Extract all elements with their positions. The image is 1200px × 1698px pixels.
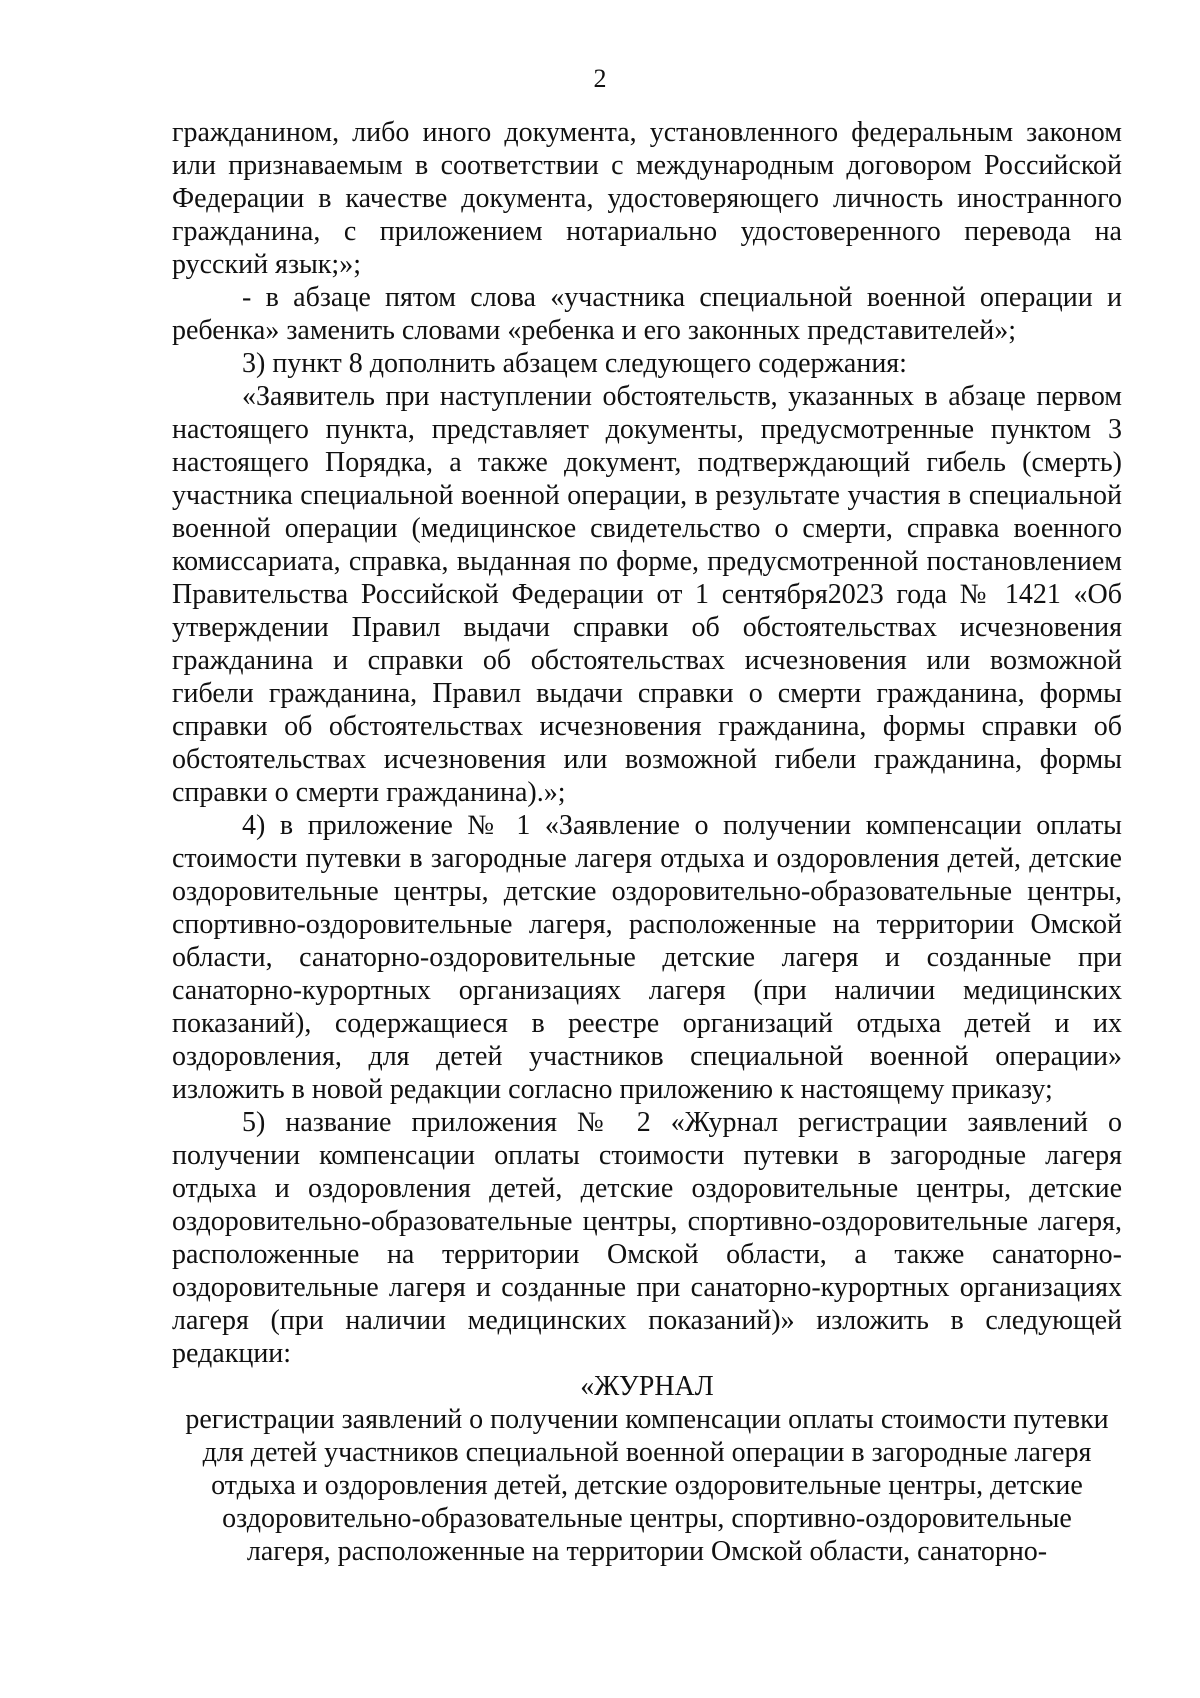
journal-subtitle-line: оздоровительно-образовательные центры, спортивно-оздоровительные [222, 1503, 1072, 1534]
document-body [172, 116, 1122, 1568]
paragraph-item-5: 5) название приложения № 2 «Журнал регистрации заявлений о получении компенсации оплаты стоимости путевки в загородные лагеря отдыха и оздоровления детей, детские оздоровительные центры, детские оздоровительно-образовательные центры, спортивно-оздоровительные лагеря, расположенные на территории Омской области, а также санаторно-оздоровительные лагеря и созданные при санаторно-курортных организациях лагеря (при наличии медицинских показаний)» изложить в следующей редакции: [172, 1107, 1122, 1369]
journal-subtitle-line: для детей участников специальной военной операции в загородные лагеря [202, 1437, 1092, 1468]
paragraph-item-4: 4) в приложение № 1 «Заявление о получении компенсации оплаты стоимости путевки в загородные лагеря отдыха и оздоровления детей, детские оздоровительные центры, детские оздоровительно-образовательные центры, спортивно-оздоровительные лагеря, расположенные на территории Омской области, санаторно-оздоровительные детские лагеря и созданные при санаторно-курортных организациях лагеря (при наличии медицинских показаний), содержащиеся в реестре организаций отдыха детей и их оздоровления, для детей участников специальной военной операции» изложить в новой редакции согласно приложению к настоящему приказу; [172, 810, 1122, 1105]
page-number: 2 [593, 64, 607, 93]
journal-subtitle-line: регистрации заявлений о получении компенсации оплаты стоимости путевки [185, 1404, 1109, 1435]
journal-subtitle [172, 1403, 1122, 1568]
journal-title: «ЖУРНАЛ [580, 1371, 714, 1402]
paragraph-amendment-fifth-clause: - в абзаце пятом слова «участника специальной военной операции и ребенка» заменить словами «ребенка и его законных представителей»; [172, 282, 1122, 346]
paragraph-item-3: 3) пункт 8 дополнить абзацем следующего содержания: [242, 348, 907, 379]
paragraph-applicant-documents: «Заявитель при наступлении обстоятельств, указанных в абзаце первом настоящего пункта, представляет документы, предусмотренные пунктом 3 настоящего Порядка, а также документ, подтверждающий гибель (смерть) участника специальной военной операции, в результате участия в специальной военной операции (медицинское свидетельство о смерти, справка военного комиссариата, справка, выданная по форме, предусмотренной постановлением Правительства Российской Федерации от 1 сентября2023 года № 1421 «Об утверждении Правил выдачи справки об обстоятельствах исчезновения гражданина и справки об обстоятельствах исчезновения или возможной гибели гражданина, Правил выдачи справки о смерти гражданина, формы справки об обстоятельствах исчезновения гражданина, формы справки об обстоятельствах исчезновения или возможной гибели гражданина, формы справки о смерти гражданина).»; [172, 381, 1122, 808]
paragraph-passport-continuation: гражданином, либо иного документа, установленного федеральным законом или признаваемым в соответствии с международным договором Российской Федерации в качестве документа, удостоверяющего личность иностранного гражданина, с приложением нотариально удостоверенного перевода на русский язык;»; [172, 117, 1122, 280]
journal-subtitle-line: отдыха и оздоровления детей, детские оздоровительные центры, детские [211, 1470, 1083, 1501]
journal-subtitle-line: лагеря, расположенные на территории Омской области, санаторно- [246, 1536, 1048, 1567]
